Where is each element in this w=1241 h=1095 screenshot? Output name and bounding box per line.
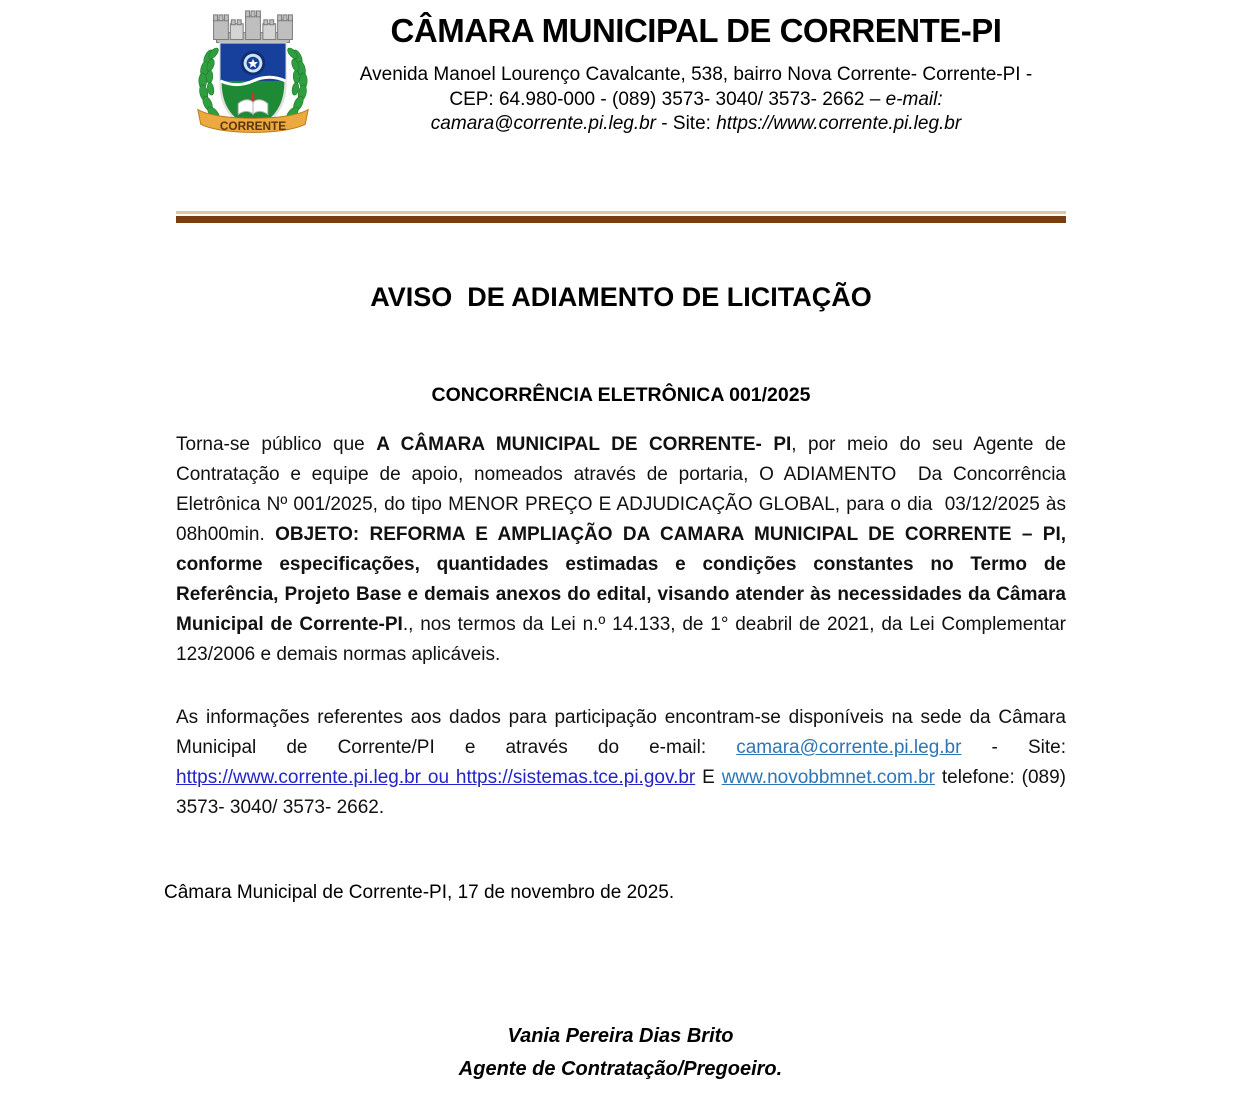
signature-role: Agente de Contratação/Pregoeiro. — [458, 1058, 783, 1080]
org-address — [322, 63, 1070, 137]
header-email: camara@corrente.pi.leg.br — [430, 113, 657, 134]
paragraph-notice — [176, 430, 1072, 670]
address-line-1 — [322, 63, 1070, 88]
site-links[interactable]: https://www.corrente.pi.leg.br ou https://sistemas.tce.pi.gov.br — [176, 767, 696, 788]
email-label: e-mail: — [885, 88, 943, 110]
divider-thick-line — [176, 216, 1066, 223]
signature-block — [0, 1020, 1241, 1086]
coat-of-arms-graphic — [184, 6, 322, 144]
email-link[interactable]: camara@corrente.pi.leg.br — [736, 737, 962, 758]
text-segment: A CÂMARA MUNICIPAL DE CORRENTE- PI — [376, 434, 792, 455]
header-text-block — [322, 12, 1070, 137]
crown-icon — [214, 11, 293, 43]
text-segment: E — [695, 767, 722, 788]
header-divider-rule — [176, 211, 1066, 223]
text-segment: Avenida Manoel Lourenço Cavalcante, 538, bairro Nova Corrente- Corrente-PI - — [359, 64, 1033, 85]
text-segment: - Site: — [961, 737, 1072, 758]
text-segment: OBJETO: REFORMA E AMPLIAÇÃO DA CAMARA MUNICIPAL DE CORRENTE – PI, conforme especificações, quantidades estimadas e condições constantes no Termo de Referência, Projeto Base e demais anexos do edital, visando atender às necessidades da Câmara Municipal de Corrente-PI — [176, 524, 1072, 635]
header-site: https://www.corrente.pi.leg.br — [716, 113, 962, 134]
document-title: AVISO DE ADIAMENTO DE LICITAÇÃO — [370, 282, 872, 312]
document-subtitle: CONCORRÊNCIA ELETRÔNICA 001/2025 — [431, 384, 811, 406]
text-segment: As informações referentes aos dados para participação encontram-se disponíveis na sede da Câmara Municipal de Corrente/PI e através do e-mail: — [176, 707, 1072, 758]
bbmnet-link[interactable]: www.novobbmnet.com.br — [721, 767, 936, 788]
text-segment: Torna-se público que — [176, 434, 377, 455]
signature-name: Vania Pereira Dias Brito — [507, 1025, 734, 1047]
address-line-2 — [322, 88, 1070, 113]
text-segment: ., nos termos da Lei n.º 14.133, de 1° deabril de 2021, da Lei Complementar 123/2006 e demais normas aplicáveis. — [176, 614, 1072, 665]
org-name: CÂMARA MUNICIPAL DE CORRENTE-PI — [390, 12, 1002, 49]
address-line-3 — [322, 112, 1070, 137]
text-segment: CEP: 64.980-000 - (089) 3573- 3040/ 3573- 2662 – — [449, 88, 886, 110]
text-segment: telefone: (089) 3573- 3040/ 3573- 2662. — [176, 767, 1072, 818]
municipal-coat-of-arms — [184, 6, 322, 144]
date-line: Câmara Municipal de Corrente-PI, 17 de novembro de 2025. — [164, 882, 675, 903]
paragraph-participation-info — [176, 703, 1072, 823]
letterhead — [0, 0, 1241, 200]
text-segment: , por meio do seu Agente de Contratação e equipe de apoio, nomeados através de portaria, O ADIAMENTO Da Concorrência Eletrônica Nº 001/2025, do tipo MENOR PREÇO E ADJUDICAÇÃO GLOBAL, para o dia 03/12/2025 às 08h00min. — [176, 434, 1072, 545]
text-segment: - Site: — [656, 113, 717, 134]
banner-text: CORRENTE — [219, 119, 287, 134]
